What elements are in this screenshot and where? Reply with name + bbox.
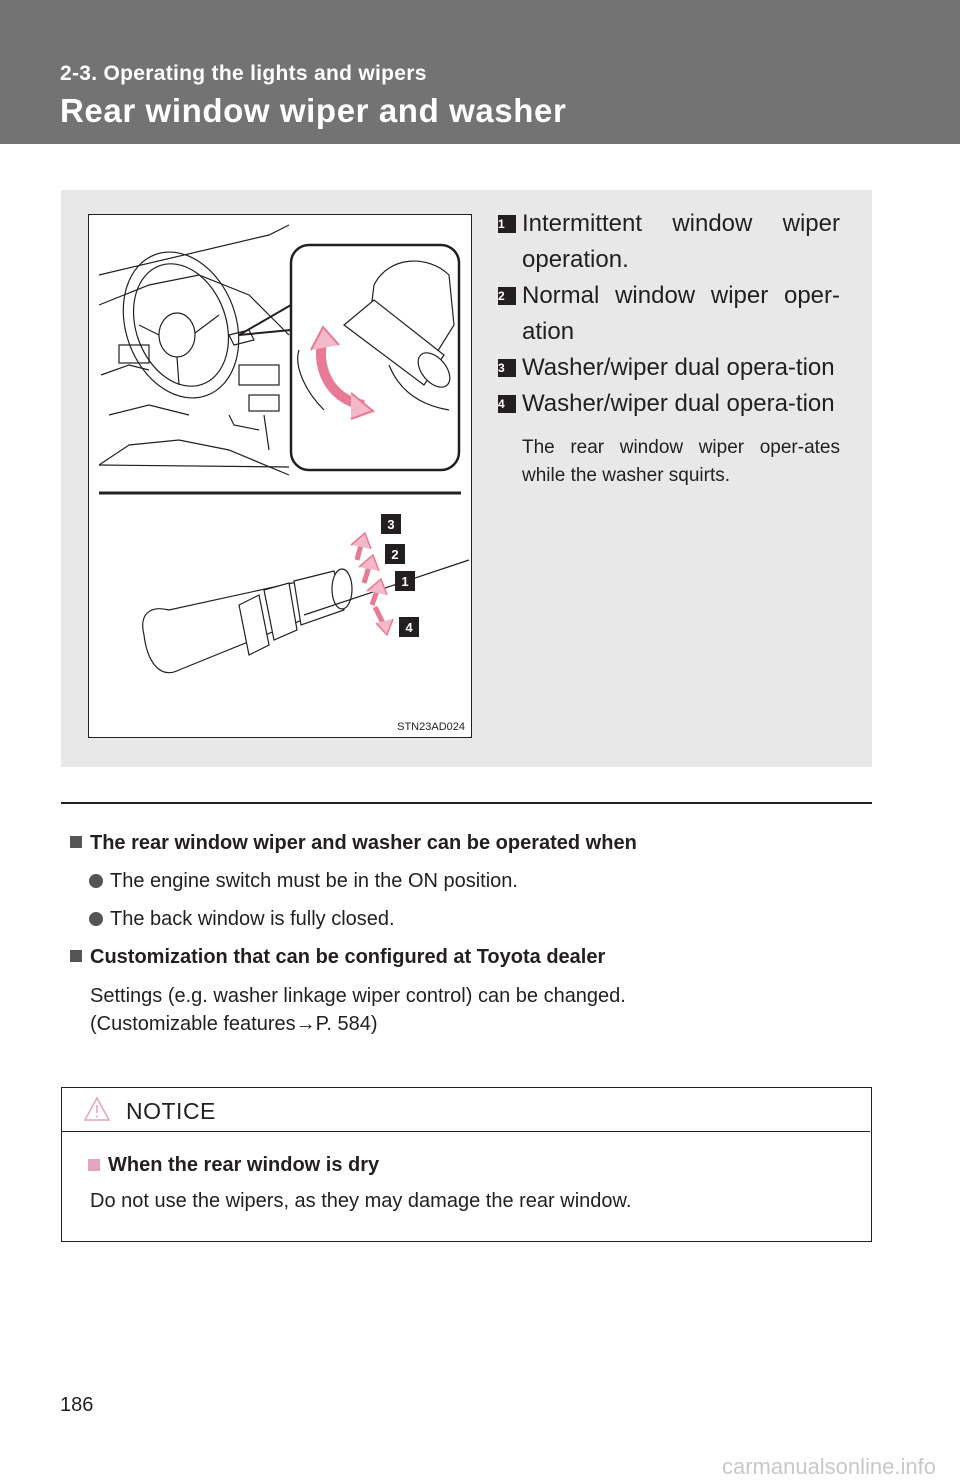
legend-text: Washer/wiper dual opera-tion bbox=[522, 354, 835, 381]
section-divider bbox=[61, 802, 872, 804]
info-bullet-text: The back window is fully closed. bbox=[110, 908, 395, 930]
figure-code: STN23AD024 bbox=[397, 721, 465, 733]
legend-text: Washer/wiper dual opera-tion bbox=[522, 390, 835, 417]
legend-item bbox=[496, 206, 840, 278]
notice-heading bbox=[88, 1154, 379, 1177]
watermark: carmanualsonline.info bbox=[721, 1454, 936, 1479]
page-title: Rear window wiper and washer bbox=[60, 92, 567, 129]
callout-labels bbox=[381, 514, 419, 637]
info-heading bbox=[70, 944, 870, 970]
info-heading-text: The rear window wiper and washer can be operated when bbox=[90, 832, 637, 854]
square-bullet-icon bbox=[88, 1159, 100, 1171]
notice-title: NOTICE bbox=[126, 1098, 216, 1124]
legend-text: Normal window wiper oper-ation bbox=[522, 282, 840, 345]
page-number: 186 bbox=[60, 1394, 94, 1416]
info-bullet bbox=[70, 868, 870, 894]
notice-header bbox=[62, 1088, 870, 1132]
legend-item bbox=[496, 350, 840, 386]
circle-bullet-icon bbox=[89, 874, 103, 888]
warning-triangle-icon bbox=[84, 1096, 110, 1122]
info-body bbox=[70, 982, 870, 1038]
info-heading-text: Customization that can be configured at Toyota dealer bbox=[90, 946, 606, 968]
legend-number: 3 bbox=[498, 359, 516, 377]
legend-note: The rear window wiper oper-ates while the washer squirts. bbox=[522, 437, 840, 486]
notice-heading-text: When the rear window is dry bbox=[108, 1154, 380, 1176]
legend-item bbox=[496, 278, 840, 350]
callout-2: 2 bbox=[391, 547, 399, 562]
notice-box bbox=[61, 1087, 872, 1242]
legend-text: Intermittent window wiper operation. bbox=[522, 210, 840, 273]
info-body-line: Settings (e.g. washer linkage wiper control) can be changed. bbox=[90, 985, 626, 1007]
info-bullet-text: The engine switch must be in the ON position. bbox=[110, 870, 518, 892]
square-bullet-icon bbox=[70, 950, 82, 962]
info-bullet bbox=[70, 906, 870, 932]
notice-body: Do not use the wipers, as they may damage the rear window. bbox=[90, 1190, 632, 1212]
info-heading bbox=[70, 830, 870, 856]
callout-4: 4 bbox=[405, 620, 413, 635]
legend-number: 2 bbox=[498, 287, 516, 305]
section-title: 2-3. Operating the lights and wipers bbox=[60, 62, 427, 85]
page-header bbox=[0, 0, 960, 144]
legend-item bbox=[496, 386, 840, 422]
wiper-switch-illustration bbox=[88, 214, 472, 738]
callout-1: 1 bbox=[401, 574, 409, 589]
square-bullet-icon bbox=[70, 836, 82, 848]
circle-bullet-icon bbox=[89, 912, 103, 926]
info-body-line: (Customizable features→P. 584) bbox=[90, 1013, 378, 1035]
legend-number: 1 bbox=[498, 215, 516, 233]
callout-3: 3 bbox=[387, 517, 395, 532]
wiper-illustration-drawing bbox=[89, 215, 470, 736]
legend bbox=[496, 206, 840, 490]
legend-number: 4 bbox=[498, 395, 516, 413]
info-section bbox=[70, 830, 870, 1038]
